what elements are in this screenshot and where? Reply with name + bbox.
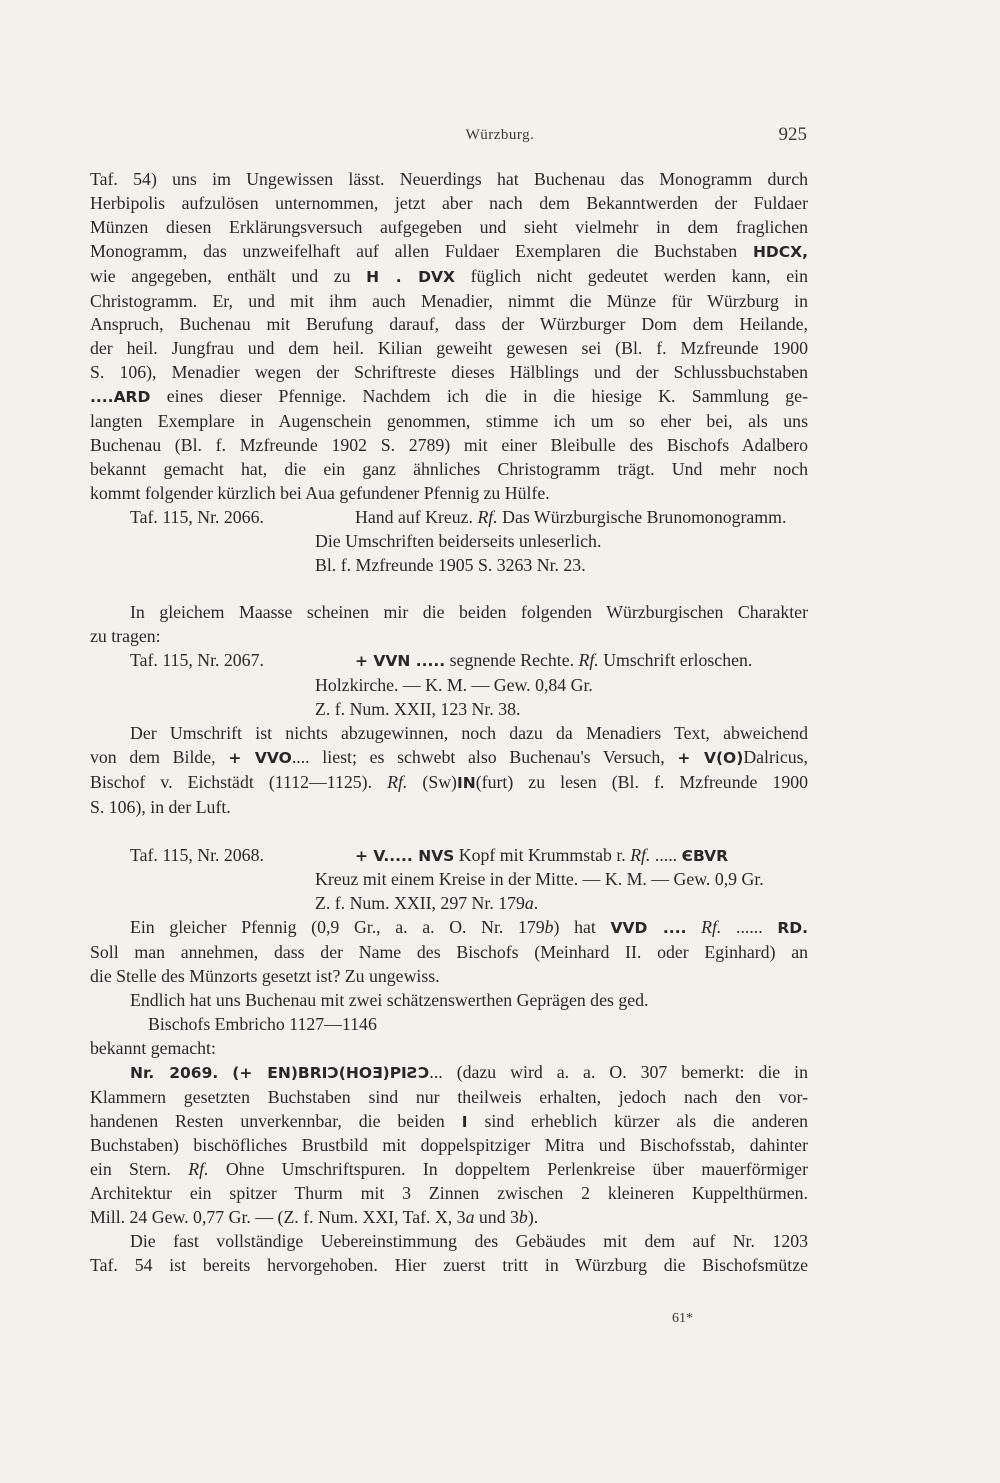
text-line xyxy=(90,313,808,337)
text-run: bekannt gemacht hat, die ein ganz ähnliches Christogramm trägt. Und mehr noch xyxy=(90,458,808,479)
text-run: I xyxy=(461,1112,468,1131)
entry-description xyxy=(355,506,808,530)
text-line xyxy=(90,722,808,746)
text-run: H . DVX xyxy=(366,267,455,286)
text-run: Rf. xyxy=(387,771,408,792)
text-line xyxy=(90,168,808,192)
text-line xyxy=(90,674,808,698)
text-run: von dem Bilde, xyxy=(90,746,229,767)
text-run: zu tragen: xyxy=(90,626,161,647)
text-run: Bischofs Embricho 1127—1146 xyxy=(148,1013,377,1034)
text-line xyxy=(90,290,808,314)
text-run: die Stelle des Münzorts gesetzt ist? Zu ungewiss. xyxy=(90,966,440,987)
text-run: (+ EN)BRIƆ(HOƎ)PIƧƆ xyxy=(232,1063,430,1082)
signature-mark: 61* xyxy=(672,1311,693,1326)
text-line xyxy=(90,530,808,554)
text-run: Die fast vollständige Uebereinstimmung des Gebäudes mit dem auf Nr. 1203 xyxy=(130,1231,808,1252)
text-line xyxy=(90,1254,808,1278)
text-run: . xyxy=(533,893,539,914)
text-line xyxy=(90,1110,808,1135)
text-run: ... (dazu wird a. a. O. 307 bemerkt: die in xyxy=(429,1061,809,1082)
text-line xyxy=(90,1086,808,1110)
text-run: RD. xyxy=(777,919,809,938)
text-run: In gleichem Maasse scheinen mir die beiden folgenden Würzburgischen Charakter xyxy=(130,602,808,623)
text-line xyxy=(90,1230,808,1254)
text-line xyxy=(90,337,808,361)
text-run: Endlich hat uns Buchenau mit zwei schätzenswerthen Geprägen des ged. xyxy=(130,990,649,1010)
text-run: Die Umschriften beiderseits unleserlich. xyxy=(315,530,602,551)
text-line xyxy=(90,385,808,410)
text-run: ) hat xyxy=(553,917,611,938)
entry-description xyxy=(355,649,808,674)
text-run: b xyxy=(518,1207,528,1228)
text-line xyxy=(90,240,808,265)
text-run: Buchenau (Bl. f. Mzfreunde 1902 S. 2789) mit einer Bleibulle des Bischofs Adalbero xyxy=(90,434,808,455)
text-run: Buchstaben) bischöfliches Brustbild mit doppelspitziger Mitra und Bischofsstab, dahinter xyxy=(90,1135,808,1156)
text-line xyxy=(90,649,808,674)
text-run: ). xyxy=(527,1207,539,1228)
text-run: Rf. xyxy=(477,506,498,527)
text-line xyxy=(90,844,808,869)
text-run: Kreuz mit einem Kreise in der Mitte. — K. M. — Gew. 0,9 Gr. xyxy=(315,869,764,890)
text-run: .... liest; es schwebt also Buchenau's Versuch, xyxy=(291,746,678,767)
text-line xyxy=(90,868,808,892)
text-run: Rf. xyxy=(578,650,599,671)
text-run: ein Stern. xyxy=(90,1159,189,1180)
text-line xyxy=(90,965,808,989)
text-run: ARD xyxy=(113,388,151,407)
text-line xyxy=(90,506,808,530)
text-run: Taf. 54 ist bereits hervorgehoben. Hier zuerst tritt in Würzburg die Bischofsmütze xyxy=(90,1254,808,1275)
text-run: Mill. 24 Gew. 0,77 Gr. — (Z. f. Num. XXI, Taf. X, 3 xyxy=(90,1207,466,1228)
text-run: sind erheblich kürzer als die anderen xyxy=(467,1110,809,1131)
text-run: + V..... NVS xyxy=(355,846,455,865)
text-run: Dalricus, xyxy=(743,746,808,767)
text-run: Rf. xyxy=(630,844,651,865)
text-run: Anspruch, Buchenau mit Berufung darauf, dass der Würzburger Dom dem Heilande, xyxy=(90,314,808,335)
entry-label: Taf. 115, Nr. 2066. xyxy=(130,506,264,527)
text-line xyxy=(90,941,808,965)
text-line xyxy=(90,989,808,1013)
text-run xyxy=(686,917,701,937)
text-line xyxy=(90,698,808,722)
text-line xyxy=(90,1158,808,1182)
text-line xyxy=(90,1134,808,1158)
text-run: eines dieser Pfennige. Nachdem ich die in die hiesige K. Sammlung ge- xyxy=(150,386,808,407)
text-line xyxy=(90,1061,808,1086)
text-run: der heil. Jungfrau und dem heil. Kilian geweiht gewesen sei (Bl. f. Mzfreunde 1900 xyxy=(90,338,808,359)
text-line xyxy=(90,192,808,216)
text-line xyxy=(90,482,808,506)
text-line xyxy=(90,434,808,458)
text-line xyxy=(90,1013,808,1037)
text-run: Das Würzburgische Brunomonogramm. xyxy=(497,506,787,527)
body-text xyxy=(90,168,808,1278)
text-run: + V(O) xyxy=(677,748,744,767)
text-run: Z. f. Num. XXII, 297 Nr. 179 xyxy=(315,893,525,914)
text-run: (Sw) xyxy=(407,771,457,792)
text-line xyxy=(90,625,808,649)
text-run: segnende Rechte. xyxy=(445,650,579,671)
text-run: Architektur ein spitzer Thurm mit 3 Zinnen zwischen 2 kleineren Kuppelthürmen. xyxy=(90,1183,808,1204)
text-line xyxy=(90,601,808,625)
text-run: Soll man annehmen, dass der Name des Bischofs (Meinhard II. oder Eginhard) an xyxy=(90,942,808,963)
text-run: langten Exemplare in Augenschein genommen, stimme ich um so eher bei, als uns xyxy=(90,411,808,432)
text-run: Ohne Umschriftspuren. In doppeltem Perlenkreise über mauerförmiger xyxy=(208,1159,808,1180)
running-header: Würzburg. xyxy=(465,127,535,143)
text-run: wie angegeben, enthält und zu xyxy=(90,265,367,286)
text-run: S. 106), in der Luft. xyxy=(90,796,231,817)
text-run: ..... xyxy=(650,844,682,865)
text-run: + VVO xyxy=(228,748,292,767)
text-line xyxy=(90,361,808,385)
text-run: füglich nicht gedeutet werden kann, ein xyxy=(454,265,808,286)
entry-label: Taf. 115, Nr. 2067. xyxy=(130,650,264,671)
text-run: ЄBVR xyxy=(681,846,729,865)
entry-label: Taf. 115, Nr. 2068. xyxy=(130,844,264,865)
text-run: Christogramm. Er, und mit ihm auch Menadier, nimmt die Münze für Würzburg in xyxy=(90,290,808,311)
text-run: Hand auf Kreuz. xyxy=(355,506,478,527)
text-line xyxy=(90,1182,808,1206)
text-run: S. 106), Menadier wegen der Schriftreste dieses Hälblings und der Schlussbuchstaben xyxy=(90,362,808,383)
text-line xyxy=(90,892,808,916)
text-run: ...... xyxy=(721,917,778,938)
text-run: Ein gleicher Pfennig (0,9 Gr., a. a. O. Nr. 179 xyxy=(130,917,545,938)
text-run: Nr. 2069. xyxy=(130,1063,219,1082)
text-run: Monogramm, das unzweifelhaft auf allen Fuldaer Exemplaren die Buchstaben xyxy=(90,240,753,261)
text-run: b xyxy=(544,917,554,938)
text-run: VVD .... xyxy=(610,919,687,938)
text-run: Herbipolis aufzulösen unternommen, jetzt aber nach dem Bekanntwerden der Fuldaer xyxy=(90,192,808,213)
text-line xyxy=(90,771,808,796)
text-run: Bischof v. Eichstädt (1112—1125). xyxy=(90,771,388,792)
text-run: (furt) zu lesen (Bl. f. Mzfreunde 1900 xyxy=(475,771,808,792)
text-run: Taf. 54) uns im Ungewissen lässt. Neuerdings hat Buchenau das Monogramm durch xyxy=(90,169,808,189)
text-line xyxy=(90,216,808,240)
text-line xyxy=(90,1206,808,1230)
text-run: bekannt gemacht: xyxy=(90,1037,216,1058)
text-run: + VVN ..... xyxy=(355,652,446,671)
text-run: a xyxy=(465,1207,475,1228)
text-run: handenen Resten unverkennbar, die beiden xyxy=(90,1110,462,1131)
text-run: a xyxy=(524,893,534,914)
text-run: Bl. f. Mzfreunde 1905 S. 3263 Nr. 23. xyxy=(315,554,586,575)
text-line xyxy=(90,554,808,578)
text-run: Umschrift erloschen. xyxy=(598,650,753,671)
text-line xyxy=(90,458,808,482)
text-run: .... xyxy=(90,388,114,407)
text-run: Kopf mit Krummstab r. xyxy=(454,844,631,865)
text-line xyxy=(90,796,808,820)
text-run: Holzkirche. — K. M. — Gew. 0,84 Gr. xyxy=(315,675,593,696)
text-line xyxy=(90,410,808,434)
text-run: Z. f. Num. XXII, 123 Nr. 38. xyxy=(315,699,521,720)
text-line xyxy=(90,1037,808,1061)
text-run: kommt folgender kürzlich bei Aua gefundener Pfennig zu Hülfe. xyxy=(90,482,550,503)
text-run: Rf. xyxy=(188,1159,209,1180)
entry-description xyxy=(355,844,808,869)
text-run: Der Umschrift ist nichts abzugewinnen, noch dazu da Menadiers Text, abweichend xyxy=(130,722,808,743)
text-run: Münzen diesen Erklärungsversuch aufgegeben und sieht vielmehr in dem fraglichen xyxy=(90,216,808,237)
text-line xyxy=(90,746,808,771)
text-line xyxy=(90,265,808,290)
text-run: und 3 xyxy=(474,1207,519,1228)
text-run: Klammern gesetzten Buchstaben sind nur theilweis erhalten, jedoch nach den vor- xyxy=(90,1086,808,1107)
page-number: 925 xyxy=(778,124,807,145)
text-run: IN xyxy=(456,773,476,792)
text-line xyxy=(90,916,808,941)
text-run: Rf. xyxy=(701,917,722,938)
text-run: HDCX, xyxy=(752,242,808,261)
text-run xyxy=(218,1062,232,1082)
